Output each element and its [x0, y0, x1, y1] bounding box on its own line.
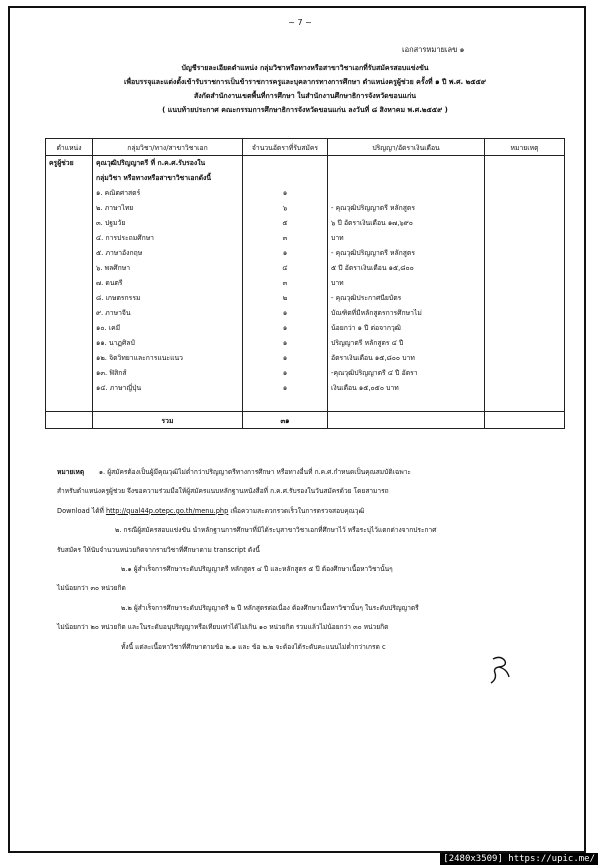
total-label: รวม — [93, 412, 243, 429]
degree-line: - คุณวุฒิปริญญาตรี หลักสูตร — [331, 249, 415, 257]
subject-count: ๑ — [282, 249, 288, 257]
degree-cell — [328, 156, 485, 412]
count-list — [246, 186, 324, 396]
degree-line: ปริญญาตรี หลักสูตร ๔ ปี — [331, 339, 404, 347]
remark-cell — [485, 156, 565, 412]
note-line: ๒.๒ ผู้สำเร็จการศึกษาระดับปริญญาตรี ๒ ปี หลักสูตรต่อเนื่อง ต้องศึกษาเนื้อหาวิชานั้นๆ ในระดับปริญญาตรี — [121, 603, 419, 612]
header-count: จำนวนอัตราที่รับสมัคร — [243, 139, 328, 156]
subject-item: ๑๐. เคมี — [96, 324, 121, 332]
subject-count: ๑ — [282, 324, 288, 332]
page-number: ~ 7 ~ — [288, 18, 312, 27]
subject-item: ๑๓. ฟิสิกส์ — [96, 369, 127, 377]
subject-item: ๕. ภาษาอังกฤษ — [96, 249, 143, 257]
note-line: หมายเหตุ ๑. ผู้สมัครต้องเป็นผู้มีคุณวุฒิไม่ต่ำกว่าปริญญาตรีทางการศึกษา หรือทางอื่นที่ ก.ค.ศ.กำหนดเป็นคุณสมบัติเฉพาะ — [57, 468, 411, 476]
degree-line: บัณฑิตที่มีหลักสูตรการศึกษาไม่ — [331, 309, 422, 317]
note-line: ไม่น้อยกว่า ๓๐ หน่วยกิต — [57, 584, 126, 593]
qualification-link[interactable]: http://qual44p.otepc.go.th/menu.php — [105, 506, 229, 515]
degree-line: บาท — [331, 279, 344, 287]
subject-count: ๑ — [282, 369, 288, 377]
watermark-label: [2480x3509] https://upic.me/ — [440, 853, 598, 865]
degree-line: - คุณวุฒิปริญญาตรี หลักสูตร — [331, 204, 415, 212]
subject-count: ๖ — [282, 204, 288, 212]
degree-line: ๕ ปี อัตราเงินเดือน ๑๕,๘๐๐ — [331, 264, 414, 272]
notes-label: หมายเหตุ — [57, 468, 85, 476]
note-line: Download ได้ที่ http://qual44p.otepc.go.th/menu.php เพื่อความสะดวกรวดเร็วในการตรวจสอบคุณวุฒิ — [57, 506, 365, 515]
degree-line: ๖ ปี อัตราเงินเดือน ๑๗,๖๙๐ — [331, 219, 413, 227]
subject-item: ๘. เกษตรกรรม — [96, 294, 141, 302]
total-row — [46, 412, 565, 429]
document-reference: เอกสารหมายเลข ๑ — [402, 45, 465, 54]
degree-line: - คุณวุฒิประกาศนียบัตร — [331, 294, 402, 302]
note-line: สำหรับตำแหน่งครูผู้ช่วย จึงขอความร่วมมือให้ผู้สมัครแนบหลักฐานหนังสือที่ ก.ค.ศ.รับรองในวันสมัครด้วย โดยสามารถ — [57, 487, 389, 496]
subject-count: ๑ — [282, 309, 288, 317]
header-position: ตำแหน่ง — [46, 139, 93, 156]
subject-count: ๕ — [282, 219, 288, 227]
subject-item: ๓. ปฐมวัย — [96, 219, 126, 227]
note-line: ๒. กรณีผู้สมัครสอบแข่งขัน นำหลักฐานการศึกษาที่มิได้ระบุสาขาวิชาเอกที่ศึกษาไว้ หรือระบุไว้แตกต่างจากประกาศ — [115, 526, 437, 535]
table-header-row — [46, 139, 565, 156]
subject-count: ๒ — [282, 294, 288, 302]
position-name: ครูผู้ช่วย — [49, 159, 74, 167]
subject-count: ๑ — [282, 354, 288, 362]
table-row — [46, 156, 565, 412]
page-border — [8, 6, 586, 853]
subject-item: ๑๑. นาฏศิลป์ — [96, 339, 135, 347]
positions-table — [45, 138, 565, 429]
subject-cell — [93, 156, 243, 412]
degree-line: เงินเดือน ๑๕,๐๕๐ บาท — [331, 384, 399, 392]
degree-line: อัตราเงินเดือน ๑๕,๘๐๐ บาท — [331, 354, 415, 362]
document-headings — [40, 61, 570, 117]
note-line: ทั้งนี้ แต่ละเนื้อหาวิชาที่ศึกษาตามข้อ ๒.๑ และ ข้อ ๒.๒ จะต้องได้ระดับคะแนนไม่ต่ำกว่าเกรด c — [121, 642, 386, 651]
note-line: รับสมัคร ให้นับจำนวนหน่วยกิตจากรายวิชาที่ศึกษาตาม transcript ดังนี้ — [57, 545, 260, 554]
degree-line: -คุณวุฒิปริญญาตรี ๔ ปี อัตรา — [331, 369, 418, 377]
notes-section — [57, 463, 567, 657]
subject-item: ๙. ภาษาจีน — [96, 309, 131, 317]
header-degree: ปริญญา/อัตราเงินเดือน — [328, 139, 485, 156]
qualification-line: คุณวุฒิปริญญาตรี ที่ ก.ค.ศ.รับรองใน — [96, 159, 206, 167]
subject-count: ๓ — [282, 234, 288, 242]
degree-list — [331, 186, 481, 411]
count-cell — [243, 156, 328, 412]
heading-line: เพื่อบรรจุและแต่งตั้งเข้ารับราชการเป็นข้าราชการครูและบุคลากรทางการศึกษา ตำแหน่งครูผู้ช่วย ครั้งที่ ๑ ปี พ.ศ. ๒๕๕๙ — [124, 78, 486, 86]
position-cell — [46, 156, 93, 412]
total-value: ๓๑ — [243, 412, 328, 429]
subject-count: ๑ — [282, 384, 288, 392]
subject-item: ๑๒. จิตวิทยาและการแนะแนว — [96, 354, 183, 362]
subject-item: ๒. ภาษาไทย — [96, 204, 134, 212]
subject-list — [96, 186, 239, 396]
degree-line: น้อยกว่า ๑ ปี ต่อจากวุฒิ — [331, 324, 401, 332]
degree-line — [331, 186, 481, 201]
heading-line: สังกัดสำนักงานเขตพื้นที่การศึกษา ในสำนักงานศึกษาธิการจังหวัดขอนแก่น — [193, 92, 417, 100]
qualification-line: กลุ่มวิชา หรือทางหรือสาขาวิชาเอกดังนี้ — [96, 174, 211, 182]
header-subject: กลุ่มวิชา/ทาง/สาขาวิชาเอก — [93, 139, 243, 156]
subject-item: ๑. คณิตศาสตร์ — [96, 189, 141, 197]
subject-item: ๑๔. ภาษาญี่ปุ่น — [96, 384, 142, 392]
note-line: ไม่น้อยกว่า ๒๐ หน่วยกิต และในระดับอนุปริญญาหรือเทียบเท่าได้ไม่เกิน ๑๐ หน่วยกิต รวมแล้วไม่น้อยกว่า ๓๐ หน่วยกิต — [57, 623, 389, 632]
subject-count: ๓ — [282, 279, 288, 287]
subject-count: ๑ — [282, 339, 288, 347]
subject-count: ๑ — [282, 189, 288, 197]
subject-item: ๖. พลศึกษา — [96, 264, 131, 272]
heading-line: บัญชีรายละเอียดตำแหน่ง กลุ่มวิชาหรือทางหรือสาขาวิชาเอกที่รับสมัครสอบแข่งขัน — [181, 64, 429, 72]
degree-line — [331, 396, 481, 411]
degree-line: บาท — [331, 234, 344, 242]
note-line: ๒.๑ ผู้สำเร็จการศึกษาระดับปริญญาตรี หลักสูตร ๔ ปี และหลักสูตร ๕ ปี ต้องศึกษาเนื้อหาวิชานั้นๆ — [121, 565, 393, 574]
heading-line: ( แนบท้ายประกาศ คณะกรรมการศึกษาธิการจังหวัดขอนแก่น ลงวันที่ ๘ สิงหาคม พ.ศ.๒๕๕๙ ) — [162, 106, 448, 114]
subject-item: ๗. ดนตรี — [96, 279, 123, 287]
signature-mark — [487, 653, 513, 687]
header-remark: หมายเหตุ — [485, 139, 565, 156]
subject-item: ๔. การประถมศึกษา — [96, 234, 154, 242]
subject-count: ๔ — [282, 264, 288, 272]
